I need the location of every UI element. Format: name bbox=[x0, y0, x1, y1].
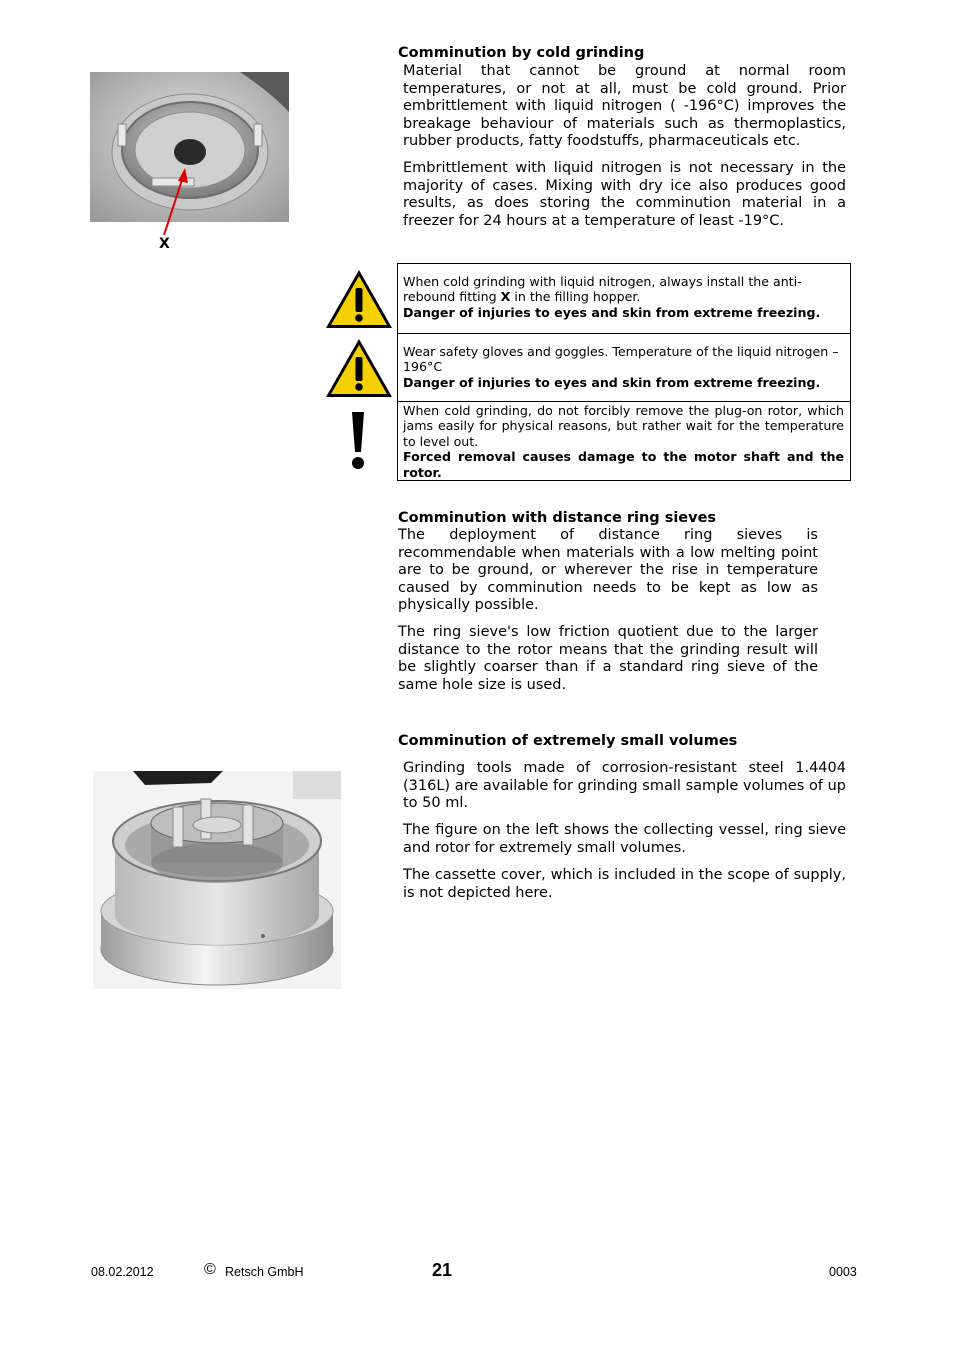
small-volumes-paragraph-2: The figure on the left shows the collecting vessel, ring sieve and rotor for extremely small volumes. bbox=[403, 822, 846, 856]
footer-company: Retsch GmbH bbox=[225, 1265, 304, 1279]
safety-notice-table bbox=[397, 263, 851, 481]
section-heading-distance-ring-sieves: Comminution with distance ring sieves bbox=[398, 510, 717, 526]
ring-sieve-paragraph-1: The deployment of distance ring sieves is recommendable when materials with a low melting point are to be ground, or wherever the rise in temperature caused by comminution needs to be kept as low as physically possible. bbox=[398, 527, 818, 614]
section-heading-small-volumes: Comminution of extremely small volumes bbox=[398, 733, 738, 749]
warning-triangle-icon bbox=[324, 337, 394, 399]
safety-notice-row bbox=[398, 274, 850, 320]
footer-doc-code: 0003 bbox=[829, 1265, 857, 1279]
collecting-vessel-photo bbox=[93, 771, 341, 989]
warning-triangle-icon bbox=[324, 268, 394, 330]
table-divider bbox=[398, 401, 850, 402]
cold-grinding-paragraph-2: Embrittlement with liquid nitrogen is not necessary in the majority of cases. Mixing with dry ice also produces good results, as does storing the comminution material in a freezer for 24 hours at a temperature of least -19°C. bbox=[403, 160, 846, 229]
ring-sieve-paragraph-2: The ring sieve's low friction quotient due to the larger distance to the rotor means that the grinding result will be slightly coarser than if a standard ring sieve of the same hole size is used. bbox=[398, 624, 818, 693]
copyright-icon: © bbox=[204, 1261, 216, 1278]
cold-grinding-paragraph-1: Material that cannot be ground at normal room temperatures, or not at all, must be cold ground. Prior embrittlement with liquid nitrogen ( -196°C) improves the breakage behaviour of materials such as thermoplastics, rubber products, fatty foodstuffs, pharmaceuticals etc. bbox=[403, 63, 846, 150]
safety-notice-row bbox=[398, 403, 850, 480]
exclamation-icon bbox=[348, 410, 368, 472]
notice-text: Wear safety gloves and goggles. Temperature of the liquid nitrogen –196°C bbox=[403, 344, 839, 375]
notice-text: When cold grinding with liquid nitrogen, always install the anti-rebound fitting bbox=[403, 274, 802, 305]
arrow-icon bbox=[155, 165, 195, 237]
notice-text: When cold grinding, do not forcibly remove the plug-on rotor, which jams easily for physical reasons, but rather wait for the temperature to level out. bbox=[403, 403, 844, 449]
figure-label-x: X bbox=[159, 236, 170, 252]
notice-text: in the filling hopper. bbox=[510, 289, 641, 305]
notice-inline-label: X bbox=[500, 289, 511, 305]
footer-date: 08.02.2012 bbox=[91, 1265, 154, 1279]
table-divider bbox=[398, 333, 850, 334]
small-volumes-paragraph-3: The cassette cover, which is included in the scope of supply, is not depicted here. bbox=[403, 867, 846, 901]
safety-notice-row bbox=[398, 344, 850, 390]
danger-warning: Danger of injuries to eyes and skin from extreme freezing. bbox=[403, 304, 821, 320]
danger-warning: Forced removal causes damage to the motor shaft and the rotor. bbox=[403, 449, 844, 480]
danger-warning: Danger of injuries to eyes and skin from extreme freezing. bbox=[403, 374, 821, 390]
section-heading-cold-grinding: Comminution by cold grinding bbox=[398, 45, 645, 61]
small-volumes-paragraph-1: Grinding tools made of corrosion-resistant steel 1.4404 (316L) are available for grinding small sample volumes of up to 50 ml. bbox=[403, 760, 846, 812]
page-number: 21 bbox=[432, 1260, 453, 1280]
